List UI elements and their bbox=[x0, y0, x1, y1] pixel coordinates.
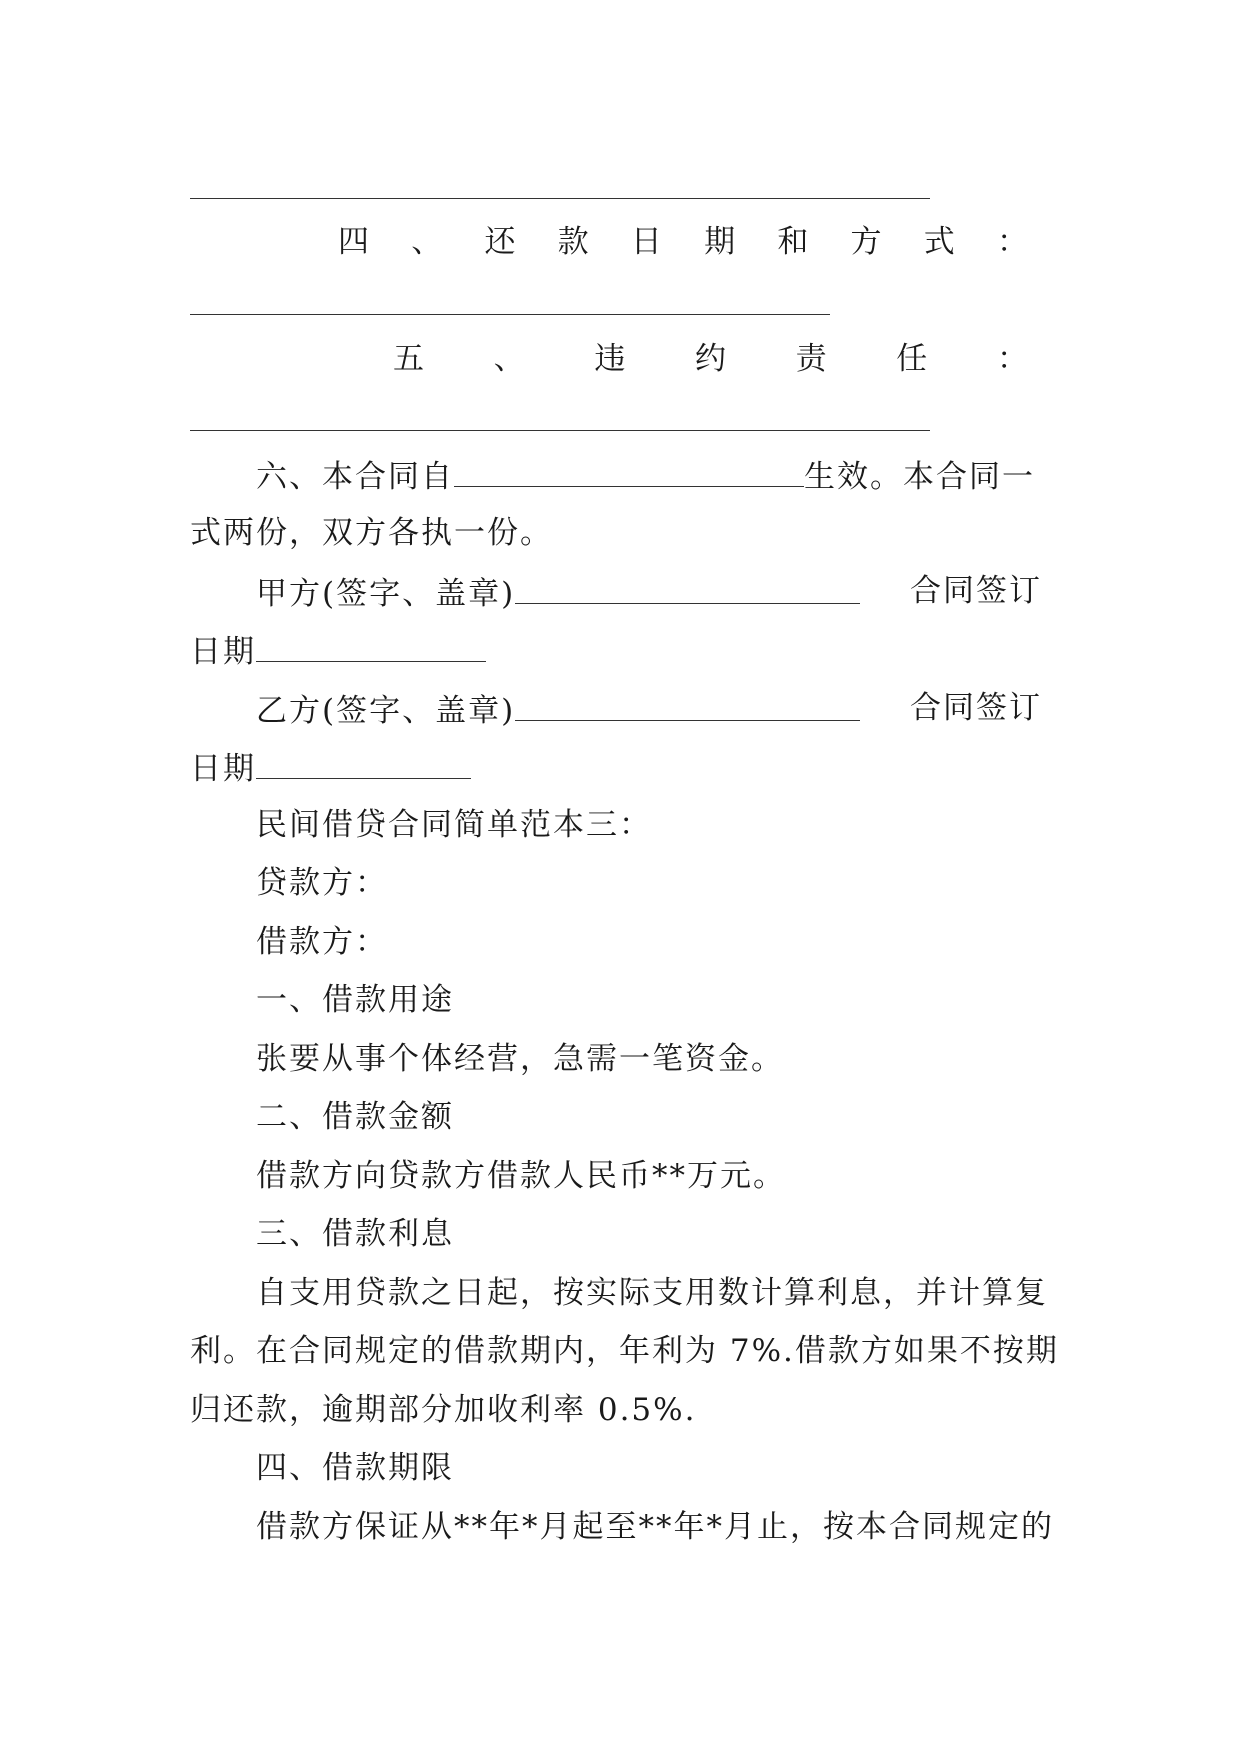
heading-char: 日 bbox=[630, 224, 662, 260]
party-a-label: 甲方(签字、盖章) bbox=[256, 576, 516, 612]
heading-char: 期 bbox=[704, 224, 736, 260]
blank-line-3 bbox=[190, 430, 930, 431]
effective-prefix: 六、本合同自 bbox=[256, 459, 454, 495]
party-a-signature-blank bbox=[515, 571, 860, 604]
heading-char: 方 bbox=[850, 224, 882, 260]
date-label: 日期 bbox=[190, 751, 256, 787]
heading-char: 式 bbox=[923, 224, 955, 260]
heading-breach-liability bbox=[393, 339, 1028, 379]
section-1-title: 一、借款用途 bbox=[256, 982, 454, 1018]
effective-clause-line1 bbox=[256, 454, 1035, 497]
heading-char: 任 bbox=[896, 341, 928, 377]
party-b-signature-line bbox=[256, 688, 860, 731]
heading-repayment-date-method bbox=[338, 222, 1028, 262]
party-a-signature-line bbox=[256, 571, 860, 614]
party-b-date-line bbox=[190, 746, 471, 789]
blank-line-1 bbox=[190, 198, 930, 199]
heading-char: 违 bbox=[594, 341, 626, 377]
heading-char: ： bbox=[996, 224, 1028, 260]
party-b-sign-date-label: 合同签订 bbox=[910, 690, 1042, 726]
party-b-label: 乙方(签字、盖章) bbox=[256, 693, 516, 729]
section-2-body: 借款方向贷款方借款人民币**万元。 bbox=[256, 1158, 786, 1194]
section-2-title: 二、借款金额 bbox=[256, 1099, 454, 1135]
blank-line-2 bbox=[190, 314, 830, 315]
heading-char: 款 bbox=[557, 224, 589, 260]
section-3-line2: 利。在合同规定的借款期内，年利为 7%.借款方如果不按期 bbox=[190, 1333, 1059, 1369]
party-b-signature-blank bbox=[515, 688, 860, 721]
lender-label: 贷款方： bbox=[256, 865, 388, 901]
heading-char: 和 bbox=[777, 224, 809, 260]
effective-date-blank bbox=[454, 454, 804, 487]
date-label: 日期 bbox=[190, 634, 256, 670]
section-1-body: 张要从事个体经营，急需一笔资金。 bbox=[256, 1041, 784, 1077]
section-3-line1: 自支用贷款之日起，按实际支用数计算利息，并计算复 bbox=[256, 1275, 1048, 1311]
heading-char: 责 bbox=[795, 341, 827, 377]
heading-char: ： bbox=[996, 341, 1028, 377]
heading-char: 、 bbox=[493, 341, 525, 377]
party-a-sign-date-label: 合同签订 bbox=[910, 573, 1042, 609]
heading-char: 五 bbox=[393, 341, 424, 377]
heading-char: 、 bbox=[411, 224, 443, 260]
heading-char: 约 bbox=[694, 341, 726, 377]
section-4-title: 四、借款期限 bbox=[256, 1450, 454, 1486]
section-4-line1: 借款方保证从**年*月起至**年*月止，按本合同规定的 bbox=[256, 1509, 1054, 1545]
heading-char: 四 bbox=[338, 224, 369, 260]
party-a-date-line bbox=[190, 629, 486, 672]
section-3-title: 三、借款利息 bbox=[256, 1216, 454, 1252]
effective-suffix: 生效。本合同一 bbox=[804, 459, 1035, 495]
borrower-label: 借款方： bbox=[256, 924, 388, 960]
template-title: 民间借贷合同简单范本三： bbox=[256, 807, 652, 843]
effective-clause-line2: 式两份，双方各执一份。 bbox=[190, 515, 553, 551]
party-b-date-blank bbox=[256, 746, 471, 779]
section-3-line3: 归还款，逾期部分加收利率 0.5%. bbox=[190, 1392, 697, 1428]
party-a-date-blank bbox=[256, 629, 486, 662]
heading-char: 还 bbox=[484, 224, 516, 260]
